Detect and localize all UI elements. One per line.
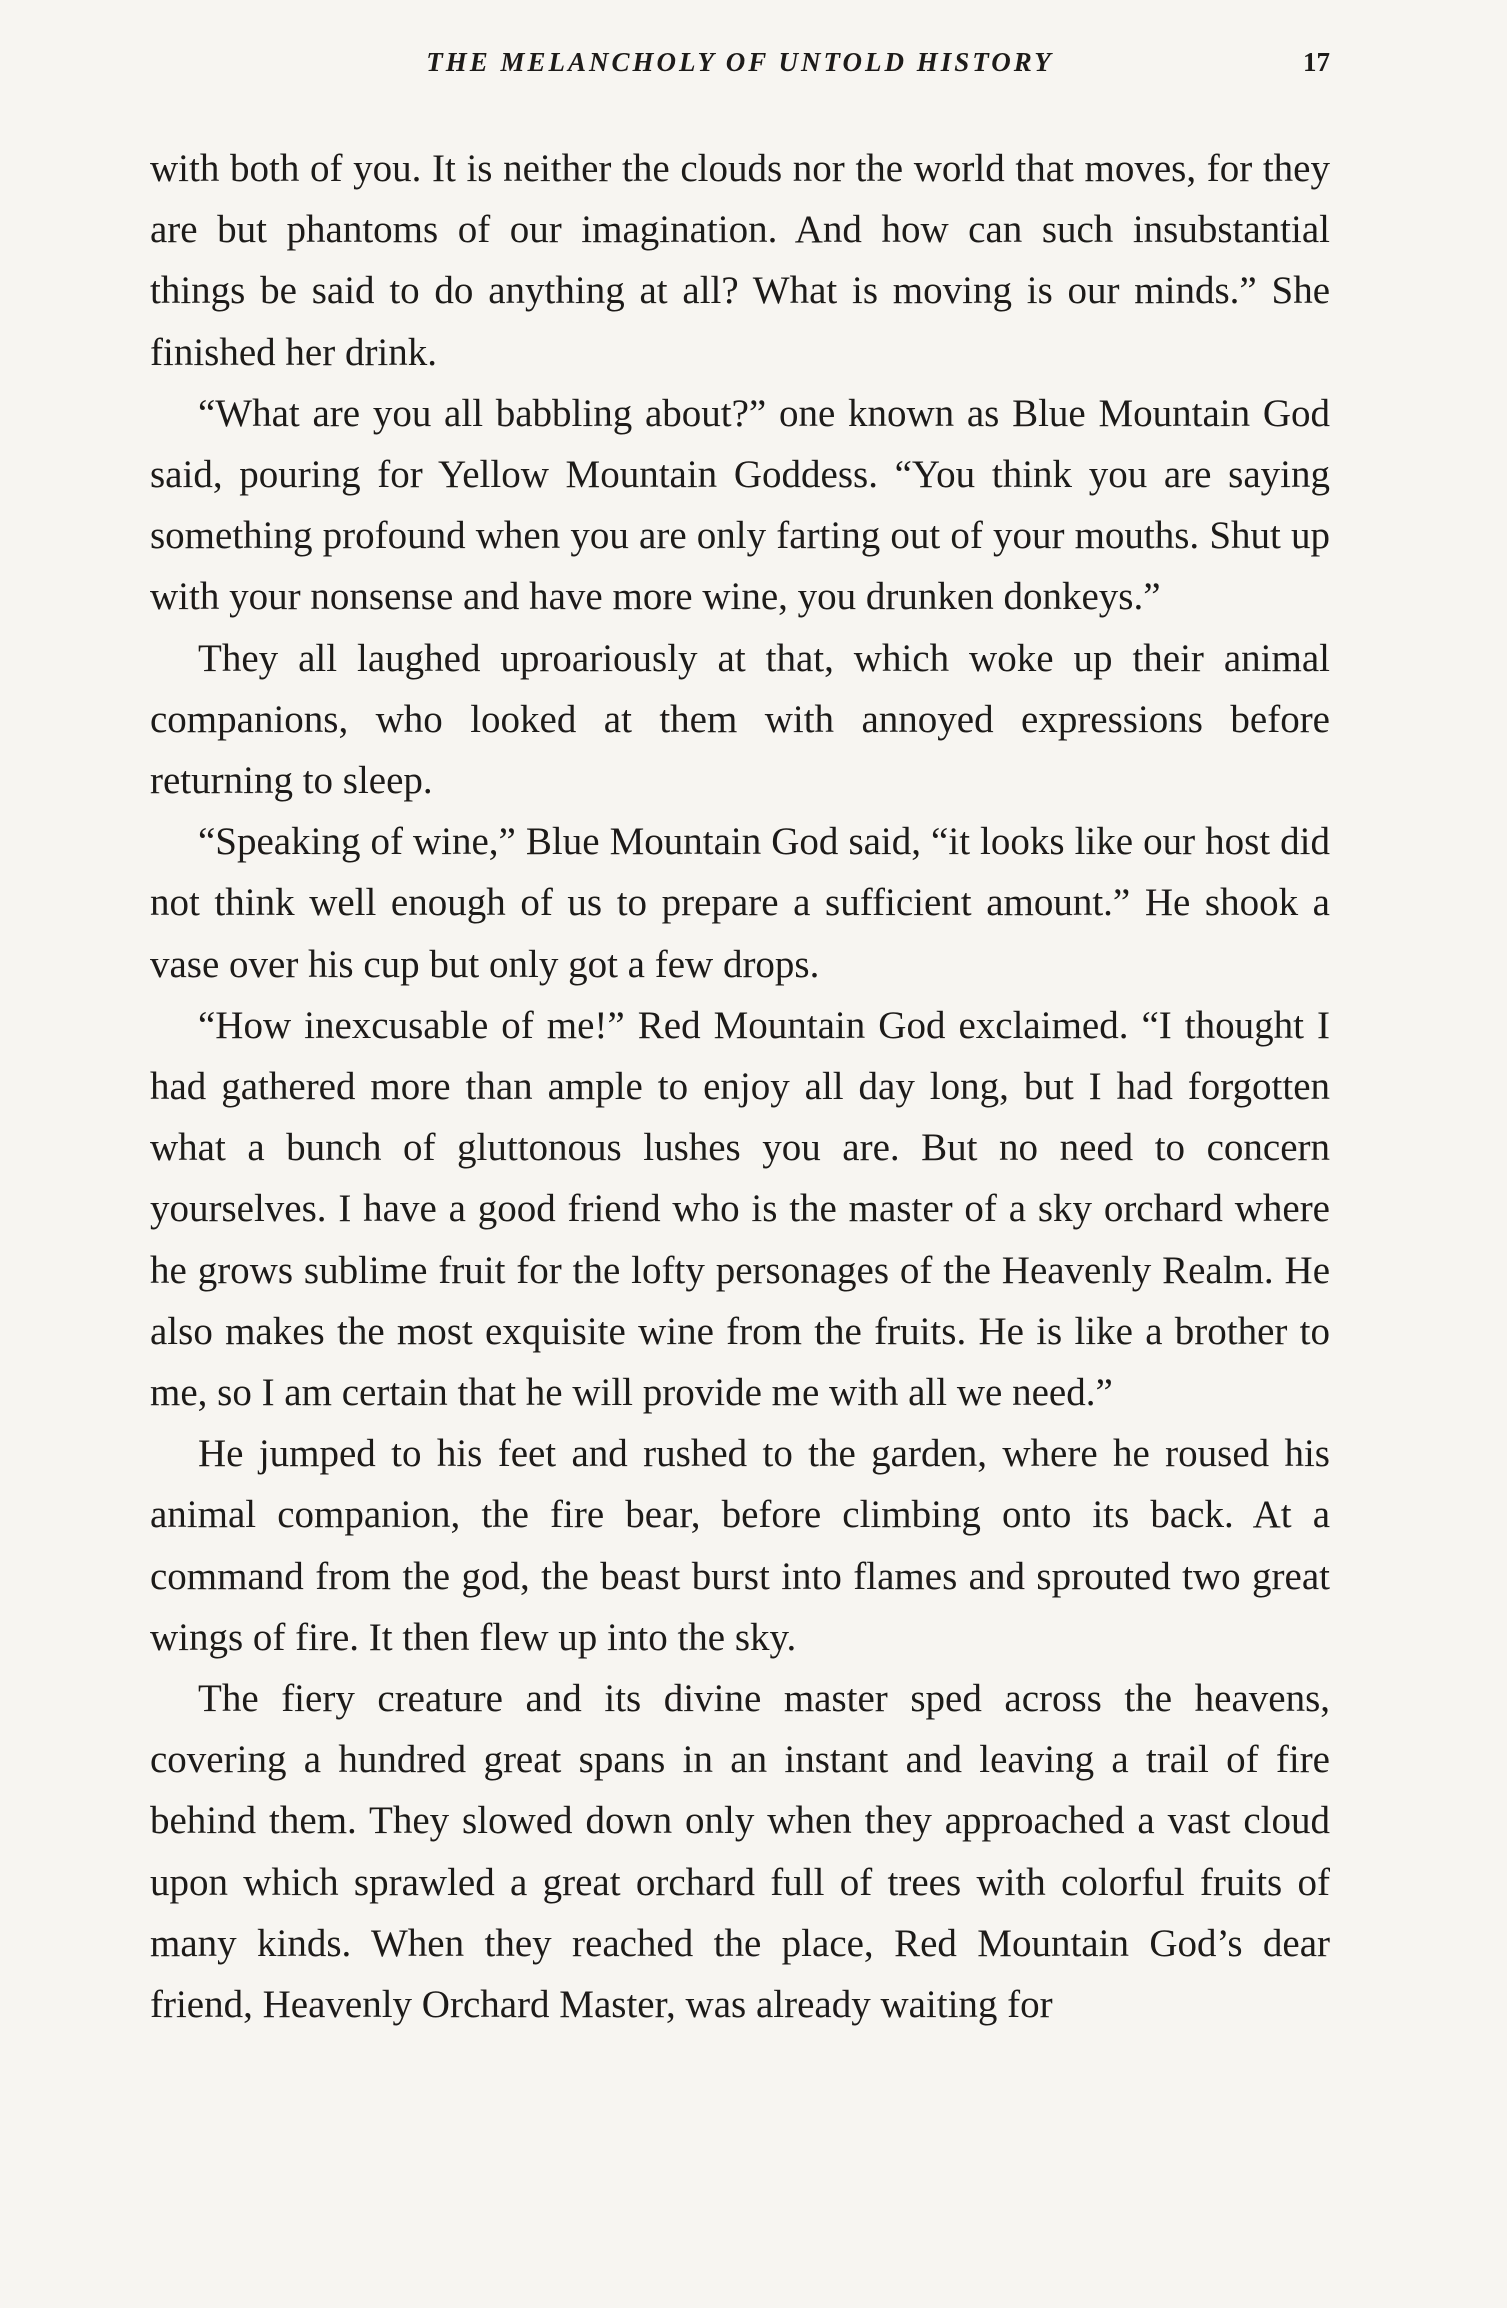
paragraph: “Speaking of wine,” Blue Mountain God said, “it looks like our host did not think well enough of us to prepare a sufficient amount.” He shook a vase over his cup but only got a few drops.: [150, 820, 1330, 986]
body-text: [150, 138, 1330, 2035]
paragraph: “How inexcusable of me!” Red Mountain God exclaimed. “I thought I had gathered more than ample to enjoy all day long, but I had forgotten what a bunch of gluttonous lushes you are. But no need to concern yourselves. I have a good friend who is the master of a sky orchard where he grows sublime fruit for the lofty personages of the Heavenly Realm. He also makes the most exquisite wine from the fruits. He is like a brother to me, so I am certain that he will provide me with all we need.”: [150, 1003, 1330, 1415]
paragraph: They all laughed uproariously at that, which woke up their animal companions, who looked at them with annoyed expressions before returning to sleep.: [150, 636, 1330, 803]
paragraph-continued: with both of you. It is neither the clouds nor the world that moves, for they are but phantoms of our imagination. And how can such insubstantial things be said to do anything at all? What is moving is our minds.” She finished her drink.: [150, 147, 1330, 374]
paragraph-last: The fiery creature and its divine master sped across the heavens, covering a hundred great spans in an instant and leaving a trail of fire behind them. They slowed down only when they approached a vast cloud upon which sprawled a great orchard full of trees with colorful fruits of many kinds. When they reached the place, Red Mountain God’s dear friend, Heavenly Orchard Master, was already waiting for: [150, 1677, 1330, 2027]
page-number: 17: [1303, 47, 1330, 77]
running-head: [150, 42, 1330, 82]
paragraph: “What are you all babbling about?” one known as Blue Mountain God said, pouring for Yellow Mountain Goddess. “You think you are saying something profound when you are only farting out of your mouths. Shut up with your nonsense and have more wine, you drunken donkeys.”: [150, 391, 1330, 619]
paragraph: He jumped to his feet and rushed to the garden, where he roused his animal companion, the fire bear, before climbing onto its back. At a command from the god, the beast burst into flames and sprouted two great wings of fire. It then flew up into the sky.: [150, 1432, 1330, 1659]
book-title: THE MELANCHOLY OF UNTOLD HISTORY: [426, 47, 1054, 77]
